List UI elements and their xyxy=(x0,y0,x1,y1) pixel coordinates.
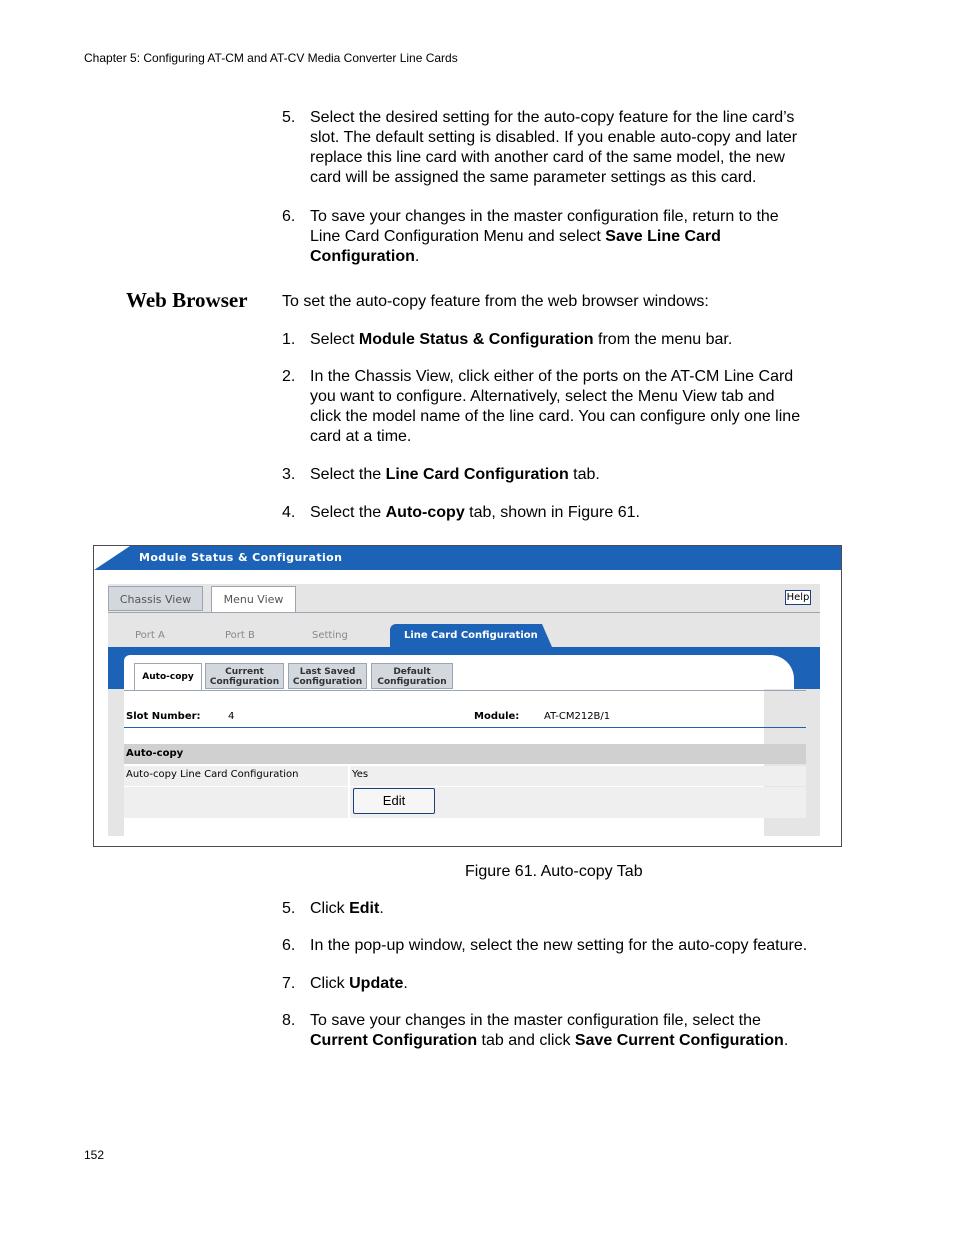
step-number: 6. xyxy=(282,208,296,225)
step-text-line xyxy=(310,1031,842,1051)
section-heading: Web Browser xyxy=(126,288,248,312)
subtab-auto-copy[interactable]: Auto-copy xyxy=(134,663,202,691)
tab-chassis-view[interactable]: Chassis View xyxy=(108,586,203,611)
step-number: 2. xyxy=(282,368,296,385)
auto-copy-section-title: Auto-copy xyxy=(126,748,184,759)
step-8-save-current xyxy=(282,1011,842,1051)
table-row xyxy=(124,787,348,818)
module-label: Module: xyxy=(474,711,520,722)
auto-copy-screenshot xyxy=(93,545,842,847)
edit-button[interactable]: Edit xyxy=(353,788,435,814)
module-value: AT-CM212B/1 xyxy=(544,711,611,722)
chapter-header: Chapter 5: Configuring AT-CM and AT-CV Media Converter Line Cards xyxy=(84,51,458,65)
step-number: 5. xyxy=(282,900,296,917)
subtab-current-configuration[interactable] xyxy=(205,663,284,689)
step-1-select-module xyxy=(282,330,842,350)
step-text-line xyxy=(310,227,842,247)
subtab-label-line: Configuration xyxy=(377,677,447,687)
subtab-label-line: Configuration xyxy=(292,677,363,687)
step-text-line: replace this line card with another card of the same model, the new xyxy=(310,149,785,166)
step-text-line: To save your changes in the master configuration file, select the xyxy=(310,1012,761,1029)
step-text-line: slot. The default setting is disabled. If you enable auto-copy and later xyxy=(310,129,798,146)
step-text-line: In the Chassis View, click either of the ports on the AT-CM Line Card xyxy=(310,368,794,385)
subtab-label-line: Last Saved xyxy=(299,667,356,677)
tab-port-a[interactable]: Port A xyxy=(135,630,165,641)
table-row xyxy=(350,766,806,786)
step-number: 1. xyxy=(282,331,296,348)
tab-menu-view[interactable]: Menu View xyxy=(211,586,296,613)
bold-term: Edit xyxy=(349,900,380,917)
step-6-save-line-card xyxy=(282,207,842,267)
step-text-line xyxy=(310,465,842,485)
slot-number-value: 4 xyxy=(228,711,235,722)
step-text: tab, shown in Figure 61. xyxy=(464,504,640,521)
step-text: Click xyxy=(310,900,350,917)
auto-copy-section-header xyxy=(124,744,806,764)
step-text-line: Select the desired setting for the auto-copy feature for the line card’s xyxy=(310,109,795,126)
step-text-line xyxy=(310,330,842,350)
step-text-line xyxy=(310,503,842,523)
help-button[interactable]: Help xyxy=(786,592,810,603)
step-text-line xyxy=(310,247,842,267)
subtab-label-line: Current xyxy=(225,667,264,677)
step-number: 3. xyxy=(282,466,296,483)
step-text: Select xyxy=(310,331,359,348)
step-text-line: card at a time. xyxy=(310,428,412,445)
subtab-last-saved-configuration[interactable] xyxy=(288,663,367,689)
step-text: tab. xyxy=(568,466,600,483)
auto-copy-row-label: Auto-copy Line Card Configuration xyxy=(126,769,299,780)
step-5-click-edit xyxy=(282,899,842,919)
step-text-line: card will be assigned the same parameter settings as this card. xyxy=(310,169,757,186)
subtab-default-configuration[interactable] xyxy=(371,663,453,689)
step-text: . xyxy=(403,975,408,992)
step-text-line: you want to configure. Alternatively, select the Menu View tab and xyxy=(310,388,775,405)
step-number: 6. xyxy=(282,937,296,954)
step-text-line: click the model name of the line card. You can configure only one line xyxy=(310,408,801,425)
step-2-chassis-view xyxy=(282,367,842,447)
step-5-auto-copy-setting xyxy=(282,108,842,188)
bold-term: Auto-copy xyxy=(385,504,465,521)
step-number: 5. xyxy=(282,109,296,126)
bold-term: Line Card Configuration xyxy=(385,466,569,483)
auto-copy-row-value: Yes xyxy=(352,769,369,780)
module-status-title: Module Status & Configuration xyxy=(139,551,343,564)
figure-caption: Figure 61. Auto-copy Tab xyxy=(465,863,643,880)
step-text: . xyxy=(414,248,420,265)
step-text: . xyxy=(379,900,384,917)
tab-line-card-configuration[interactable]: Line Card Configuration xyxy=(390,624,542,647)
title-bar-notch xyxy=(94,546,130,570)
page-number: 152 xyxy=(84,1148,105,1162)
subtab-label-line: Configuration xyxy=(209,677,280,687)
bold-term: Save Current Configuration xyxy=(574,1032,784,1049)
step-text-line: In the pop-up window, select the new setting for the auto-copy feature. xyxy=(310,937,808,954)
step-4-auto-copy-tab xyxy=(282,503,842,523)
step-text: tab and click xyxy=(477,1032,575,1049)
tab-port-b[interactable]: Port B xyxy=(225,630,255,641)
subtab-label-line: Default xyxy=(393,667,431,677)
tab-setting[interactable]: Setting xyxy=(312,630,348,641)
step-text-line xyxy=(310,974,842,994)
step-6-popup-window xyxy=(282,936,862,956)
step-7-click-update xyxy=(282,974,842,994)
step-text: Select the xyxy=(310,466,386,483)
tab-divider xyxy=(108,612,820,613)
step-text: . xyxy=(783,1032,789,1049)
info-divider xyxy=(124,727,806,728)
bold-term: Current Configuration xyxy=(310,1032,478,1049)
subtab-base-line xyxy=(124,690,806,691)
step-text-line xyxy=(310,899,842,919)
bold-term: Configuration xyxy=(310,248,415,265)
bold-term: Update xyxy=(349,975,404,992)
step-text-line: To save your changes in the master configuration file, return to the xyxy=(310,208,779,225)
bold-term: Save Line Card xyxy=(605,228,721,245)
step-number: 7. xyxy=(282,975,296,992)
step-text: Line Card Configuration Menu and select xyxy=(310,228,606,245)
tab-slope xyxy=(542,624,552,647)
section-intro: To set the auto-copy feature from the web browser windows: xyxy=(282,293,709,310)
step-text: Click xyxy=(310,975,350,992)
step-number: 8. xyxy=(282,1012,296,1029)
bold-term: Module Status & Configuration xyxy=(358,331,594,348)
step-text: from the menu bar. xyxy=(593,331,733,348)
step-text: Select the xyxy=(310,504,386,521)
slot-number-label: Slot Number: xyxy=(126,711,201,722)
step-3-line-card-config xyxy=(282,465,842,485)
step-number: 4. xyxy=(282,504,296,521)
